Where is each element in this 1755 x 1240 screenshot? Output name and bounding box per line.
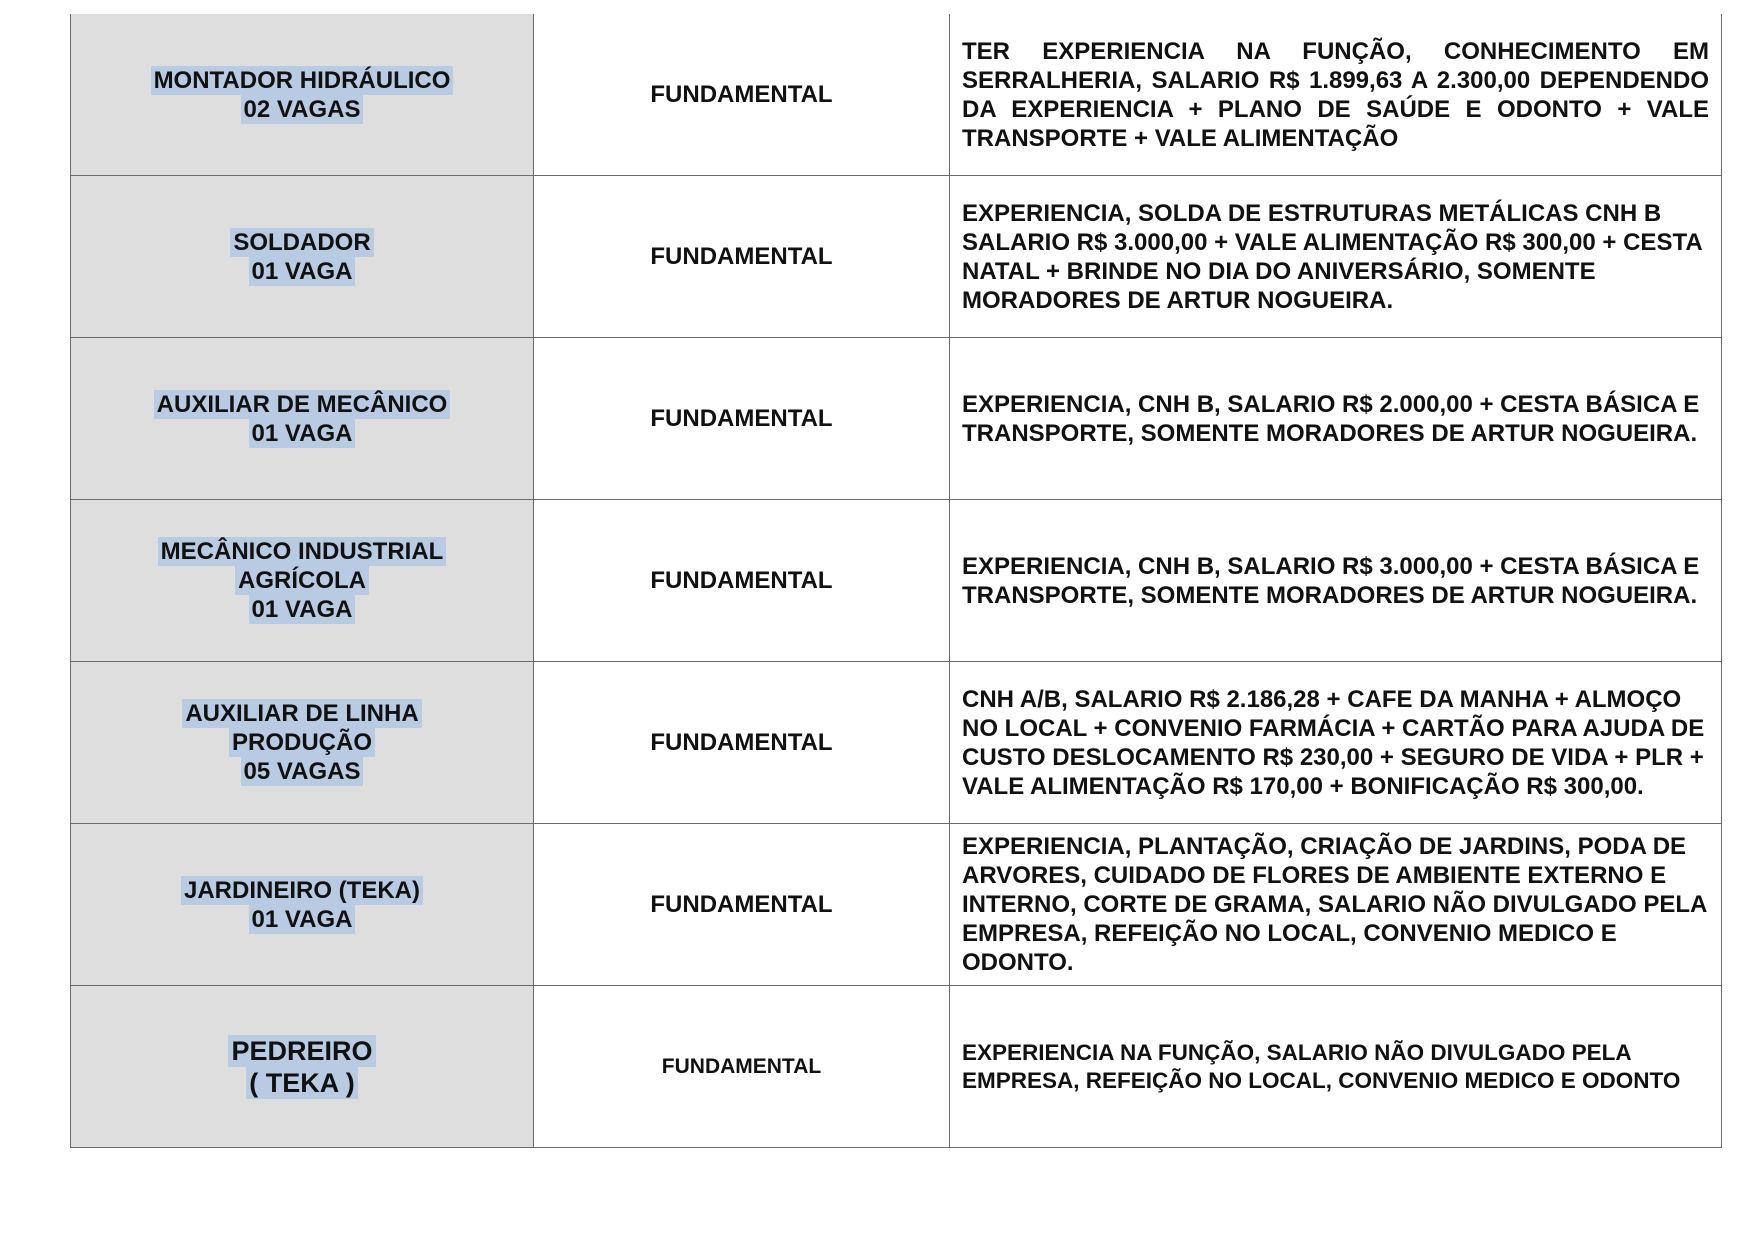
requirements-cell: TER EXPERIENCIA NA FUNÇÃO, CONHECIMENTO EM SERRALHERIA, SALARIO R$ 1.899,63 A 2.300,00 DEPENDENDO DA EXPERIENCIA + PLANO DE SAÚDE E ODONTO + VALE TRANSPORTE + VALE ALIMENTAÇÃO — [950, 14, 1722, 176]
job-vacancies: 02 VAGAS — [241, 95, 364, 124]
job-title-cell — [71, 662, 534, 824]
job-vacancies: 01 VAGA — [249, 905, 356, 934]
job-title-cell — [71, 500, 534, 662]
job-title-cell — [71, 338, 534, 500]
education-cell: FUNDAMENTAL — [534, 662, 950, 824]
job-title-cell — [71, 176, 534, 338]
job-vacancies: 01 VAGA — [249, 419, 356, 448]
job-title-line: MONTADOR HIDRÁULICO — [151, 66, 454, 95]
education-cell: FUNDAMENTAL — [534, 824, 950, 986]
job-title-cell — [71, 824, 534, 986]
job-title-cell — [71, 986, 534, 1148]
table-row — [71, 176, 1722, 338]
table-row — [71, 824, 1722, 986]
table-row — [71, 662, 1722, 824]
job-title-line: ( TEKA ) — [246, 1067, 357, 1099]
job-title-line: AGRÍCOLA — [235, 566, 369, 595]
job-vacancies: 01 VAGA — [249, 257, 356, 286]
job-title-cell — [71, 14, 534, 176]
job-title-line: AUXILIAR DE LINHA — [182, 699, 421, 728]
education-cell: FUNDAMENTAL — [534, 14, 950, 176]
education-cell: FUNDAMENTAL — [534, 500, 950, 662]
requirements-cell: EXPERIENCIA, CNH B, SALARIO R$ 3.000,00 + CESTA BÁSICA E TRANSPORTE, SOMENTE MORADORES DE ARTUR NOGUEIRA. — [950, 500, 1722, 662]
education-cell: FUNDAMENTAL — [534, 176, 950, 338]
requirements-cell: EXPERIENCIA, CNH B, SALARIO R$ 2.000,00 + CESTA BÁSICA E TRANSPORTE, SOMENTE MORADORES DE ARTUR NOGUEIRA. — [950, 338, 1722, 500]
education-cell: FUNDAMENTAL — [534, 986, 950, 1148]
job-title-line: AUXILIAR DE MECÂNICO — [154, 390, 451, 419]
job-vacancies: 05 VAGAS — [241, 757, 364, 786]
job-vacancies: 01 VAGA — [249, 595, 356, 624]
table-row — [71, 500, 1722, 662]
job-title-line: JARDINEIRO (TEKA) — [181, 876, 423, 905]
table-row — [71, 986, 1722, 1148]
requirements-cell: EXPERIENCIA, SOLDA DE ESTRUTURAS METÁLICAS CNH B SALARIO R$ 3.000,00 + VALE ALIMENTAÇÃO R$ 300,00 + CESTA NATAL + BRINDE NO DIA DO ANIVERSÁRIO, SOMENTE MORADORES DE ARTUR NOGUEIRA. — [950, 176, 1722, 338]
job-openings-table — [70, 14, 1722, 1148]
table-row — [71, 338, 1722, 500]
job-title-line: SOLDADOR — [230, 228, 373, 257]
job-title-line: MECÂNICO INDUSTRIAL — [158, 537, 447, 566]
requirements-cell: EXPERIENCIA NA FUNÇÃO, SALARIO NÃO DIVULGADO PELA EMPRESA, REFEIÇÃO NO LOCAL, CONVENIO MEDICO E ODONTO — [950, 986, 1722, 1148]
requirements-cell: EXPERIENCIA, PLANTAÇÃO, CRIAÇÃO DE JARDINS, PODA DE ARVORES, CUIDADO DE FLORES DE AMBIENTE EXTERNO E INTERNO, CORTE DE GRAMA, SALARIO NÃO DIVULGADO PELA EMPRESA, REFEIÇÃO NO LOCAL, CONVENIO MEDICO E ODONTO. — [950, 824, 1722, 986]
requirements-cell: CNH A/B, SALARIO R$ 2.186,28 + CAFE DA MANHA + ALMOÇO NO LOCAL + CONVENIO FARMÁCIA + CARTÃO PARA AJUDA DE CUSTO DESLOCAMENTO R$ 230,00 + SEGURO DE VIDA + PLR + VALE ALIMENTAÇÃO R$ 170,00 + BONIFICAÇÃO R$ 300,00. — [950, 662, 1722, 824]
job-title-line: PEDREIRO — [228, 1035, 375, 1067]
table-row — [71, 14, 1722, 176]
job-title-line: PRODUÇÃO — [229, 728, 375, 757]
education-cell: FUNDAMENTAL — [534, 338, 950, 500]
